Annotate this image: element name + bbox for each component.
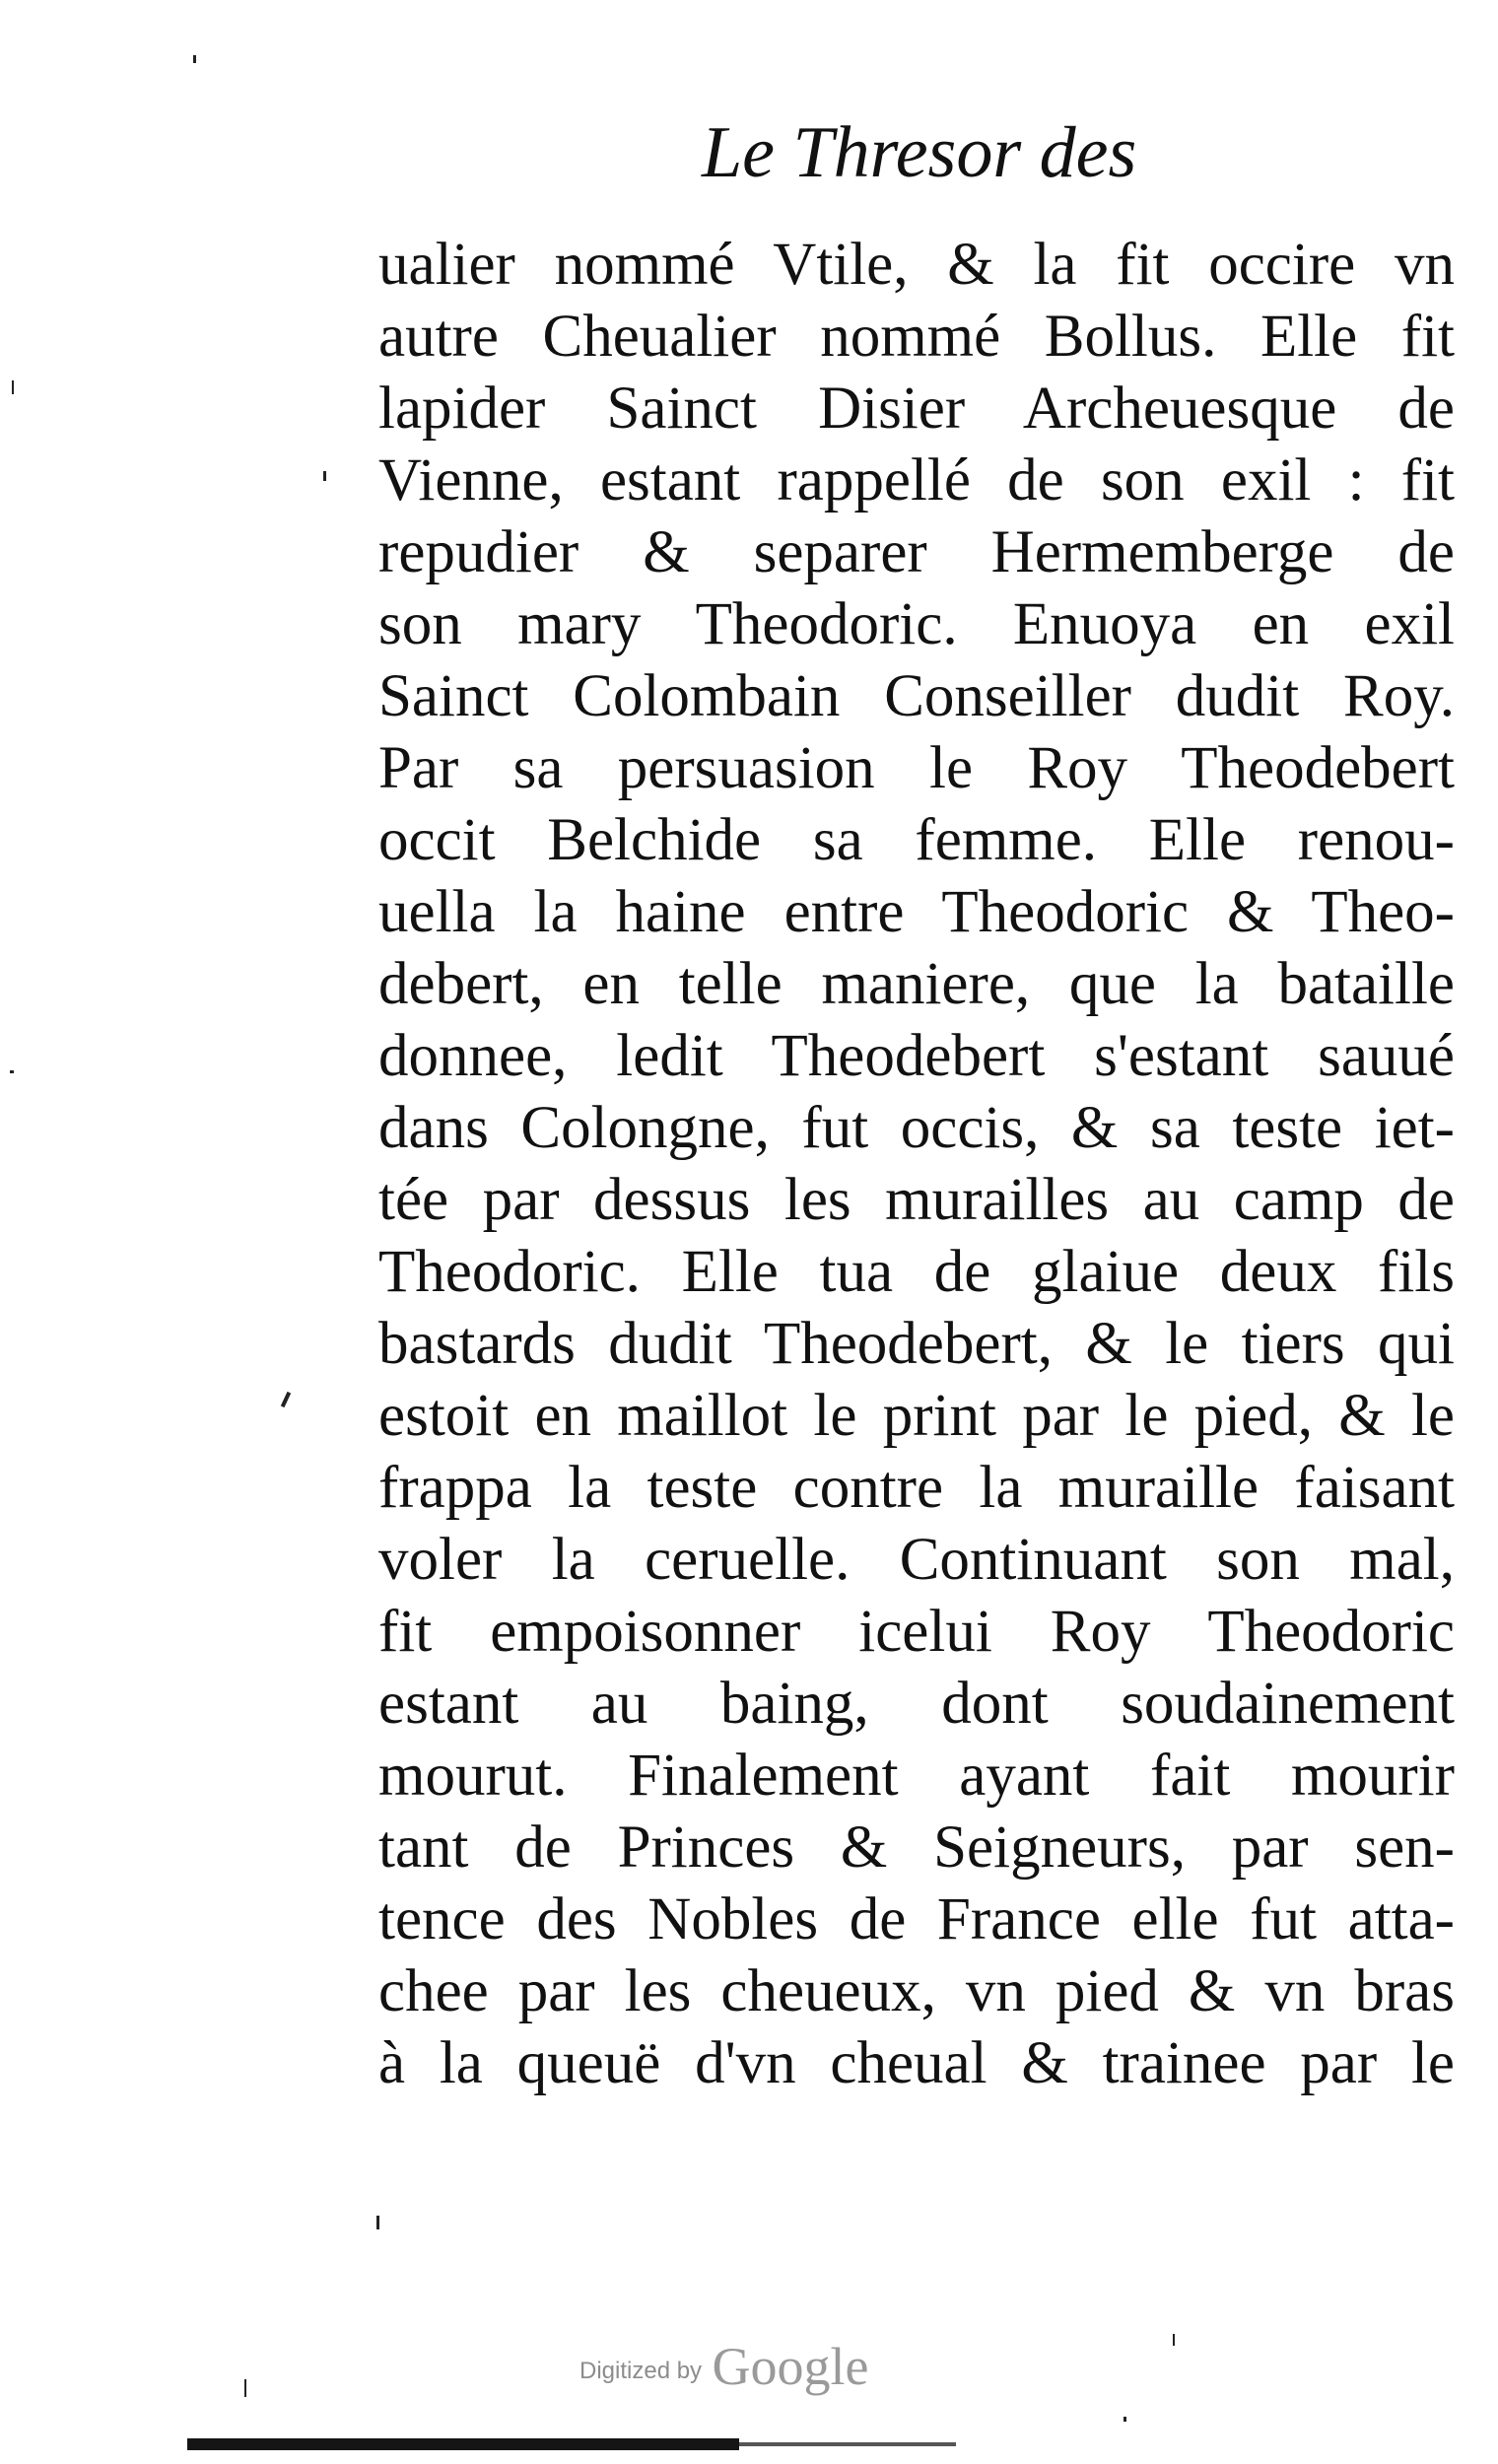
page-edge-shadow-thin [739,2442,956,2446]
scan-speck [193,55,196,63]
text-line: son mary Theodoric. Enuoya en exil [378,591,1455,657]
google-logo: Google [712,2337,869,2396]
scan-speck [1124,2417,1126,2422]
text-line: tence des Nobles de France elle fut atta- [378,1886,1455,1952]
page-edge-shadow [187,2438,739,2450]
text-line: Theodoric. Elle tua de glaiue deux fils [378,1239,1455,1305]
body-text [378,229,1455,2099]
scan-speck [10,1070,14,1073]
text-line: estoit en maillot le print par le pied, & le [378,1383,1455,1449]
running-head: Le Thresor des [702,112,1137,193]
text-line: dans Colongne, fut occis, & sa teste iet- [378,1095,1455,1161]
scan-speck [376,2216,379,2229]
text-line: donnee, ledit Theodebert s'estant sauué [378,1023,1455,1089]
text-line: debert, en telle maniere, que la bataille [378,951,1455,1017]
scan-speck [12,380,14,394]
text-line: tant de Princes & Seigneurs, par sen- [378,1814,1455,1881]
text-line: tée par dessus les murailles au camp de [378,1167,1455,1233]
digitized-by-watermark [579,2336,868,2397]
digitized-by-label: Digitized by [579,2358,703,2384]
text-line: autre Cheualier nommé Bollus. Elle fit [378,304,1455,370]
text-line: repudier & separer Hermemberge de [378,519,1455,585]
scan-speck [323,471,326,481]
scan-speck [1173,2334,1175,2346]
text-line: ualier nommé Vtile, & la fit occire vn [378,232,1455,298]
text-line: occit Belchide sa femme. Elle renou- [378,807,1455,873]
text-line: bastards dudit Theodebert, & le tiers qui [378,1311,1455,1377]
scan-speck [244,2379,246,2397]
text-line: Vienne, estant rappellé de son exil : fit [378,447,1455,513]
scan-speck [281,1392,291,1407]
text-line: Par sa persuasion le Roy Theodebert [378,735,1455,801]
text-line: Sainct Colombain Conseiller dudit Roy. [378,663,1455,729]
text-line: lapider Sainct Disier Archeuesque de [378,376,1455,442]
text-line: mourut. Finalement ayant fait mourir [378,1743,1455,1809]
text-line: fit empoisonner icelui Roy Theodoric [378,1599,1455,1665]
text-line: à la queuë d'vn cheual & trainee par le [378,2030,1455,2096]
text-line: frappa la teste contre la muraille faisant [378,1455,1455,1521]
text-line: chee par les cheueux, vn pied & vn bras [378,1958,1455,2024]
text-line: voler la ceruelle. Continuant son mal, [378,1527,1455,1593]
text-line: estant au baing, dont soudainement [378,1671,1455,1737]
text-line: uella la haine entre Theodoric & Theo- [378,879,1455,945]
